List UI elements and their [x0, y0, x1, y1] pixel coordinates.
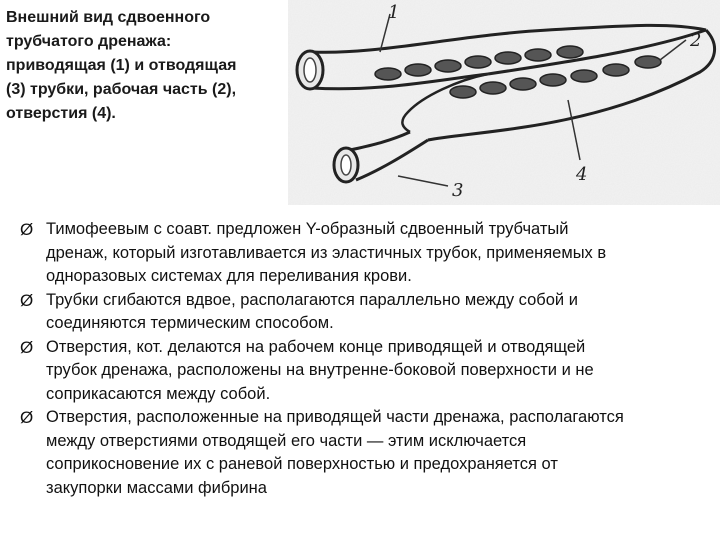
- hole: [405, 64, 431, 76]
- bullet-item: [14, 289, 714, 336]
- bullet-line: Отверстия, расположенные на приводящей части дренажа, располагаются: [46, 408, 624, 426]
- hole: [557, 46, 583, 58]
- hole: [480, 82, 506, 94]
- bullet-item: [14, 406, 714, 500]
- hole: [375, 68, 401, 80]
- lower-tube-lumen: [341, 155, 351, 175]
- hole: [495, 52, 521, 64]
- bullet-line: Тимофеевым с соавт. предложен Y-образный сдвоенный трубчатый: [46, 220, 569, 238]
- bullet-arrow-icon: Ø: [20, 337, 34, 357]
- hole: [450, 86, 476, 98]
- bullet-item: [14, 336, 714, 407]
- bullet-arrow-icon: Ø: [20, 408, 34, 427]
- bullet-line: дренаж, который изготавливается из эластичных трубок, применяемых в: [46, 243, 607, 262]
- upper-tube-lumen: [304, 58, 316, 82]
- bullet-line: соединяются термическим способом.: [46, 314, 334, 332]
- label-4: 4: [576, 164, 588, 185]
- bullet-line: между отверстиями отводящей его части — этим исключается: [46, 431, 527, 450]
- caption-line: Внешний вид сдвоенного: [6, 9, 211, 26]
- caption-line: трубчатого дренажа:: [6, 33, 172, 50]
- label-3: 3: [452, 180, 464, 201]
- bullet-line: Отверстия, кот. делаются на рабочем конце приводящей и отводящей: [46, 337, 586, 356]
- bullet-item: [14, 218, 714, 289]
- caption-line: отверстия (4).: [6, 105, 116, 122]
- bullet-arrow-icon: Ø: [20, 290, 34, 310]
- label-2: 2: [690, 30, 702, 51]
- caption-line: приводящая (1) и отводящая: [6, 57, 237, 74]
- hole: [571, 70, 597, 82]
- bullet-line: соприкосновение их с раневой поверхностью и предохраняется от: [46, 455, 558, 473]
- hole: [465, 56, 491, 68]
- bullet-list: [14, 218, 714, 500]
- label-1: 1: [388, 2, 400, 23]
- bullet-arrow-icon: Ø: [20, 220, 34, 239]
- hole: [540, 74, 566, 86]
- bullet-line: трубок дренажа, расположены на внутренне-боковой поверхности и не: [46, 361, 594, 379]
- hole: [510, 78, 536, 90]
- bullet-line: Трубки сгибаются вдвое, располагаются параллельно между собой и: [46, 290, 578, 309]
- bullet-line: одноразовых системах для переливания крови.: [46, 267, 412, 285]
- caption-line: (3) трубки, рабочая часть (2),: [6, 81, 237, 98]
- hole: [435, 60, 461, 72]
- hole: [525, 49, 551, 61]
- bullet-line: соприкасаются между собой.: [46, 384, 271, 403]
- hole: [635, 56, 661, 68]
- hole: [603, 64, 629, 76]
- figure-caption: [6, 6, 278, 126]
- bullet-line: закупорки массами фибрина: [46, 478, 267, 497]
- double-tube-drainage-illustration: [288, 0, 720, 205]
